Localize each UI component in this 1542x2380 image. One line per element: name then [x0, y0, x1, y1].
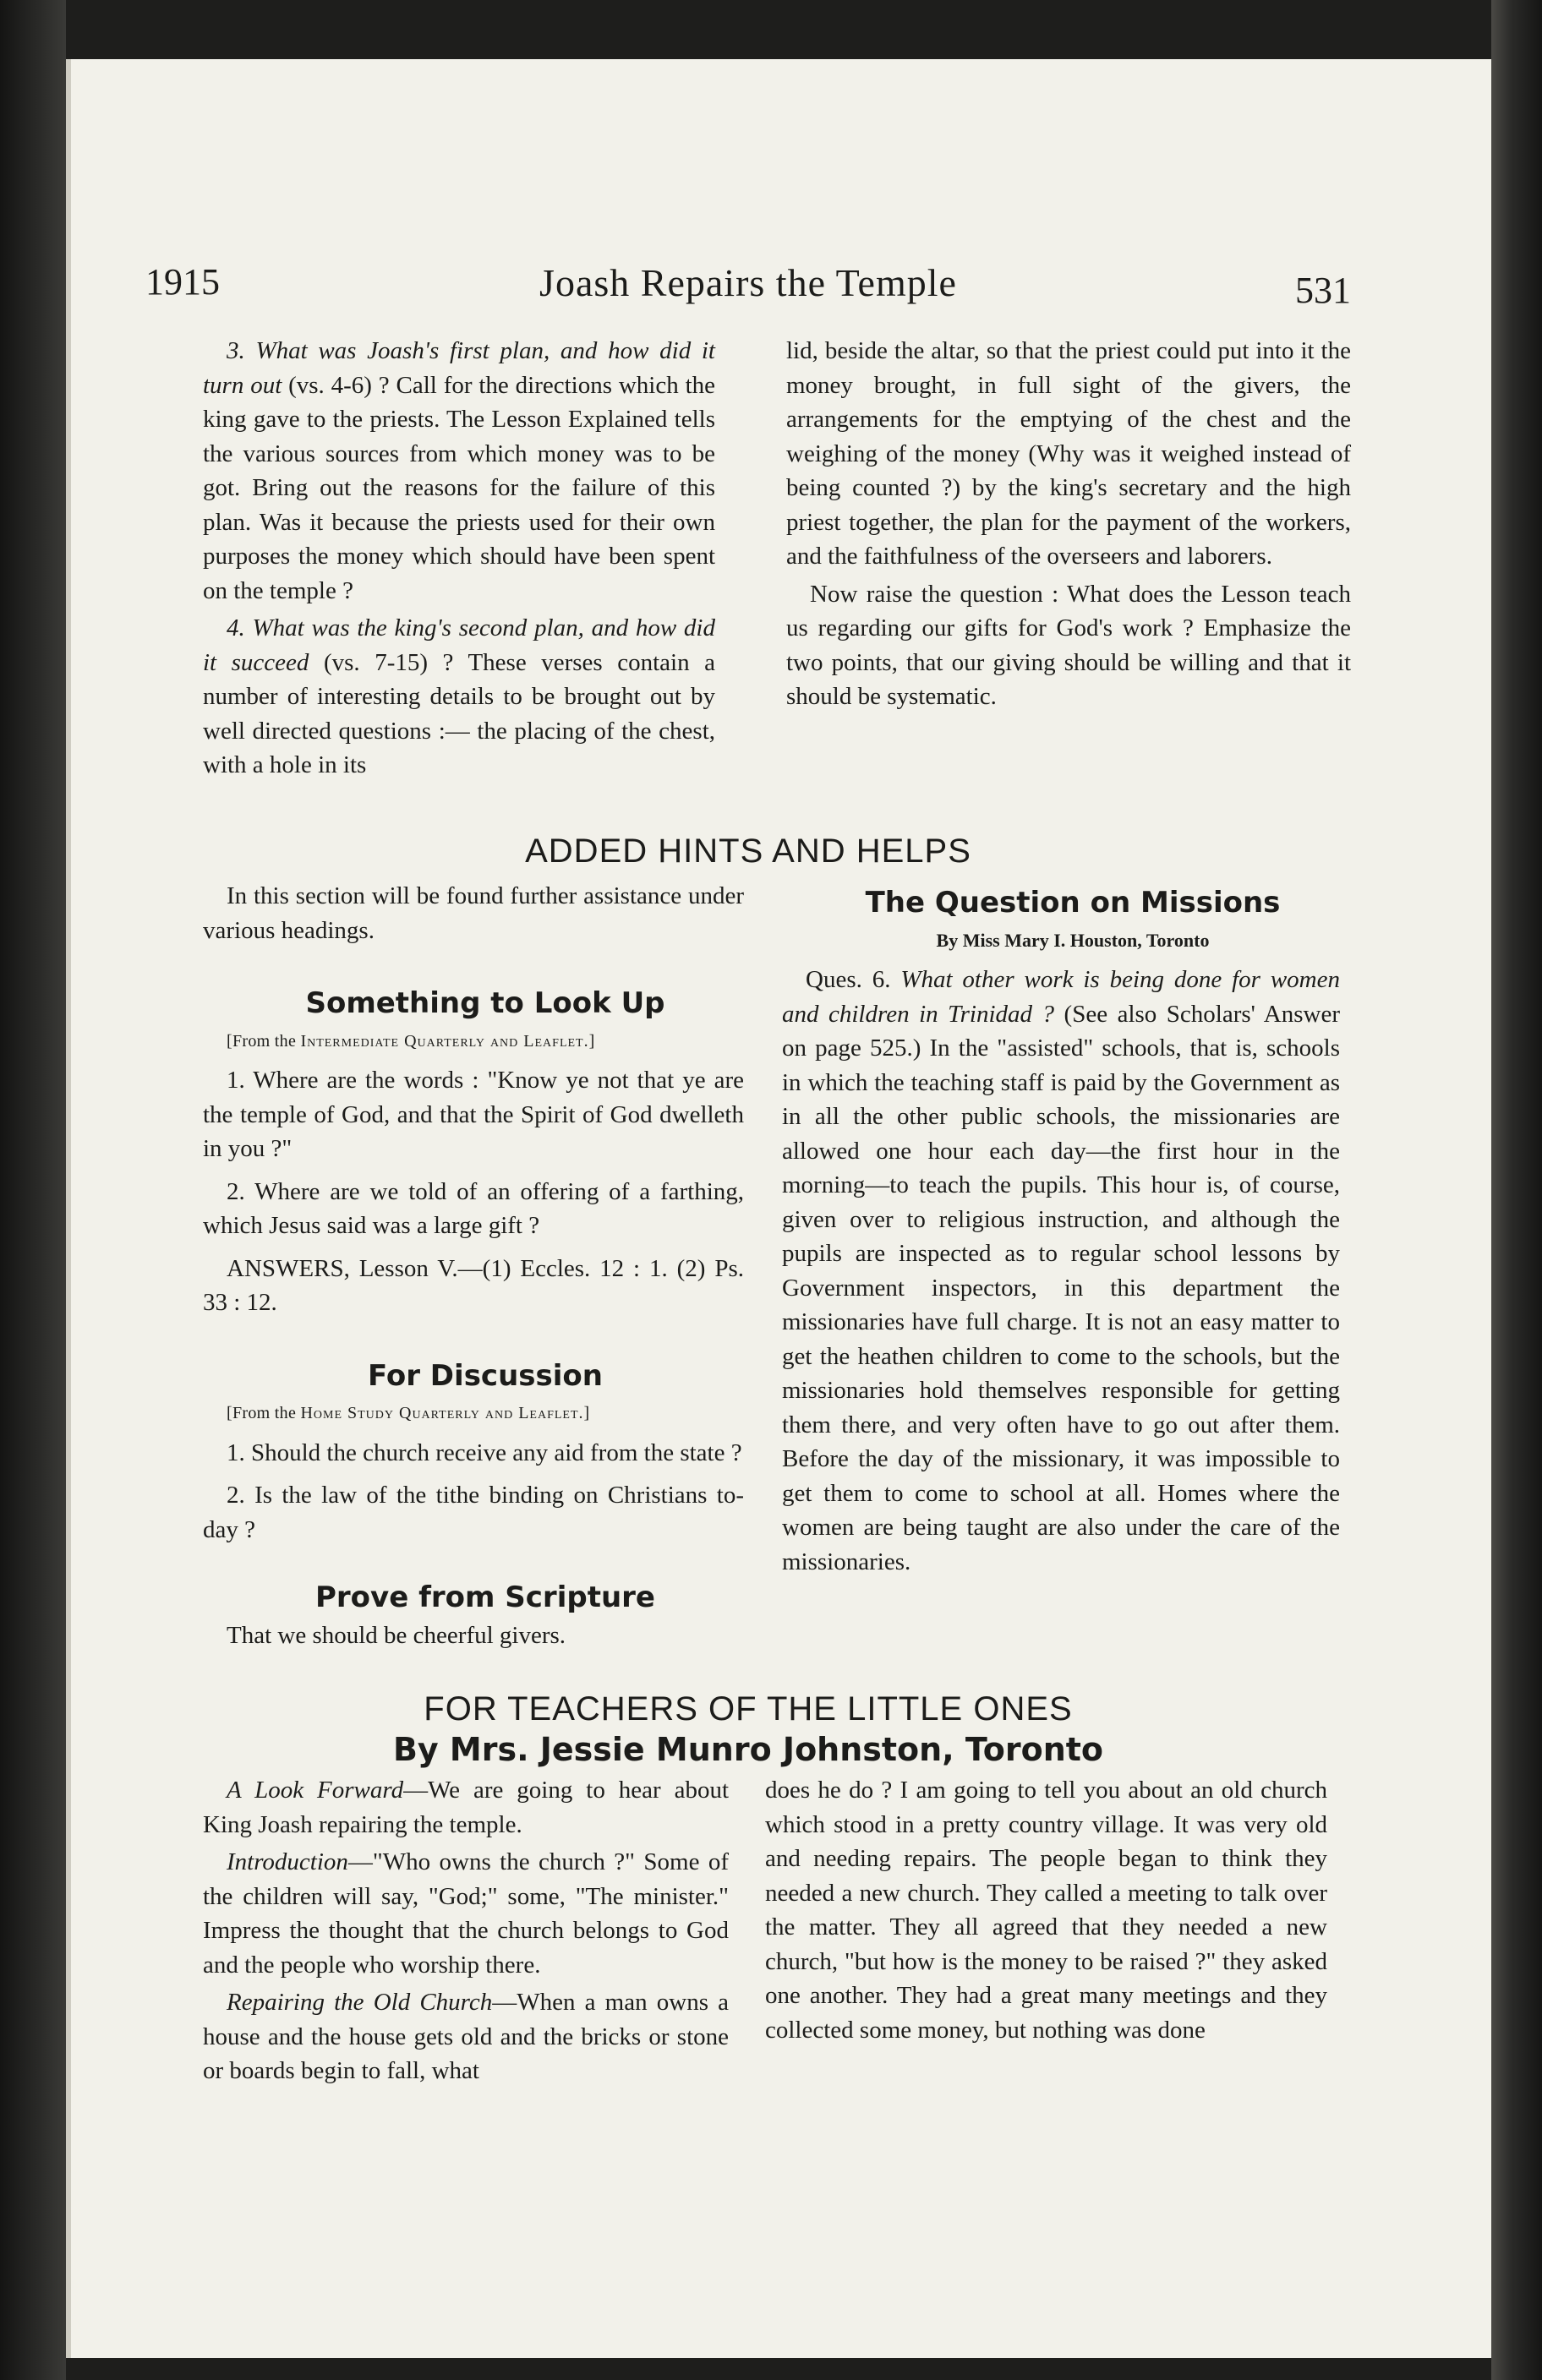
- look-up-title: Something to Look Up: [305, 986, 665, 1020]
- introduction-label: Introduction: [227, 1848, 348, 1875]
- page-title: Joash Repairs the Temple: [539, 261, 957, 304]
- missions-column: [782, 886, 1340, 1579]
- old-church-paragraph: does he do ? I am going to tell you about an old church which stood in a pretty country village. It was very old and needing repairs. The people began to think they needed a new church. They called a meeting to talk over the matter. They all agreed that they needed a new church, "but how is the money to be raised ?" they asked one another. They had a great many meetings and they collected some money, but nothing was done: [765, 1777, 1327, 2044]
- missions-body: (See also Scholars' Answer on page 525.) In the "assisted" schools, that is, schools in which the teaching staff is paid by the Government as in all the other public schools, the missionaries are allowed one hour each day—the first hour in the morning—to teach the pupils. This hour is, of course, given over to religious instruction, and although the pupils are inspected as to regular school lessons by Government inspectors, in this department the missionaries have full charge. It is not an easy matter to get the heathen children to come to the schools, but the missionaries hold themselves responsible for getting them there, and very often have to go out after them. Before the day of the missionary, it was impossible to get them to come to school at all. Homes where the women are being taught are also under the care of the missionaries.: [782, 1000, 1340, 1575]
- page-number: 531: [1295, 270, 1351, 311]
- look-forward-label: A Look Forward: [227, 1777, 404, 1804]
- added-hints-title: ADDED HINTS AND HELPS: [525, 832, 971, 870]
- header-year: 1915: [145, 261, 220, 303]
- introduction-paragraph: [203, 1845, 729, 1982]
- scan-edge-left: [0, 0, 66, 2380]
- look-up-source-name: Intermediate Quarterly and Leaflet.: [300, 1031, 589, 1051]
- look-forward-text: —We are going to hear about King Joash repairing the temple.: [203, 1777, 730, 1838]
- look-up-answers: ANSWERS, Lesson V.—(1) Eccles. 12 : 1. (2) Ps. 33 : 12.: [203, 1254, 744, 1316]
- discussion-source-pre: [From the: [227, 1404, 301, 1422]
- look-up-q1: 1. Where are the words : "Know ye not that ye are the temple of God, and that the Spirit of God dwelleth in you ?": [203, 1067, 744, 1162]
- question-4: 4. What was the king's second plan, and how did it succeed: [203, 614, 715, 676]
- missions-q-label: Ques. 6.: [806, 966, 901, 993]
- scripture-text: That we should be cheerful givers.: [227, 1621, 566, 1649]
- question-4-paragraph: [203, 611, 715, 783]
- little-ones-right-column: [765, 1773, 1327, 2047]
- question-3: 3. What was Joash's first plan, and how did it turn out: [203, 337, 715, 399]
- little-ones-left-column: [203, 1773, 729, 2088]
- scan-edge-right: [1491, 0, 1542, 2380]
- top-right-column: [786, 334, 1351, 714]
- chest-paragraph: lid, beside the altar, so that the priest could put into it the money brought, in full sight of the givers, the arrangements for the emptying of the chest and the weighing of the money (Why was it weighed instead of being counted ?) by the king's secretary and the high priest together, the plan for the payment of the workers, and the faithfulness of the overseers and laborers.: [786, 337, 1351, 570]
- question-3-text: (vs. 4-6) ? Call for the directions which the king gave to the priests. The Lesson Explained tells the various sources from which money was to be got. Bring out the reasons for the failure of this plan. Was it because the priests used for their own purposes the money which should have been spent on the temple ?: [203, 371, 715, 604]
- repairing-paragraph: [203, 1985, 729, 2088]
- little-ones-byline: By Mrs. Jessie Munro Johnston, Toronto: [392, 1731, 1104, 1768]
- scripture-title: Prove from Scripture: [315, 1580, 655, 1614]
- question-4-text: (vs. 7-15) ? These verses contain a number of interesting details to be brought out by well directed questions :— the placing of the chest, with a hole in its: [203, 648, 715, 778]
- missions-paragraph: [782, 963, 1340, 1579]
- look-up-source: [203, 1024, 744, 1059]
- discussion-title: For Discussion: [368, 1358, 603, 1393]
- discussion-source: [203, 1396, 744, 1431]
- hints-intro: In this section will be found further assistance under various headings.: [203, 882, 744, 944]
- hints-left-column: [203, 879, 744, 1652]
- discussion-source-name: Home Study Quarterly and Leaflet.: [300, 1404, 584, 1422]
- top-left-column: [203, 334, 715, 783]
- discussion-source-post: ]: [583, 1404, 590, 1422]
- repairing-text: —When a man owns a house and the house gets old and the bricks or stone or boards begin to fall, what: [203, 1989, 729, 2084]
- missions-byline: By Miss Mary I. Houston, Toronto: [936, 929, 1210, 951]
- emphasis-paragraph: Now raise the question : What does the Lesson teach us regarding our gifts for God's work ? Emphasize the two points, that our giving should be willing and that it should be systematic.: [786, 580, 1351, 710]
- look-up-source-pre: [From the: [227, 1031, 301, 1051]
- missions-title: The Question on Missions: [865, 886, 1281, 920]
- missions-question: What other work is being done for women and children in Trinidad ?: [782, 966, 1340, 1028]
- discussion-q1: 1. Should the church receive any aid from the state ?: [227, 1438, 742, 1466]
- look-forward-paragraph: [203, 1773, 729, 1842]
- look-up-source-post: ]: [588, 1031, 595, 1051]
- repairing-label: Repairing the Old Church: [227, 1989, 493, 2016]
- little-ones-title: FOR TEACHERS OF THE LITTLE ONES: [424, 1690, 1073, 1728]
- look-up-q2: 2. Where are we told of an offering of a farthing, which Jesus said was a large gift ?: [203, 1177, 744, 1239]
- discussion-q2: 2. Is the law of the tithe binding on Christians to-day ?: [203, 1482, 744, 1543]
- running-head: [145, 260, 1351, 311]
- introduction-text: —"Who owns the church ?" Some of the children will say, "God;" some, "The minister." Impress the thought that the church belongs to God and the people who worship there.: [203, 1848, 729, 1979]
- question-3-paragraph: [203, 334, 715, 608]
